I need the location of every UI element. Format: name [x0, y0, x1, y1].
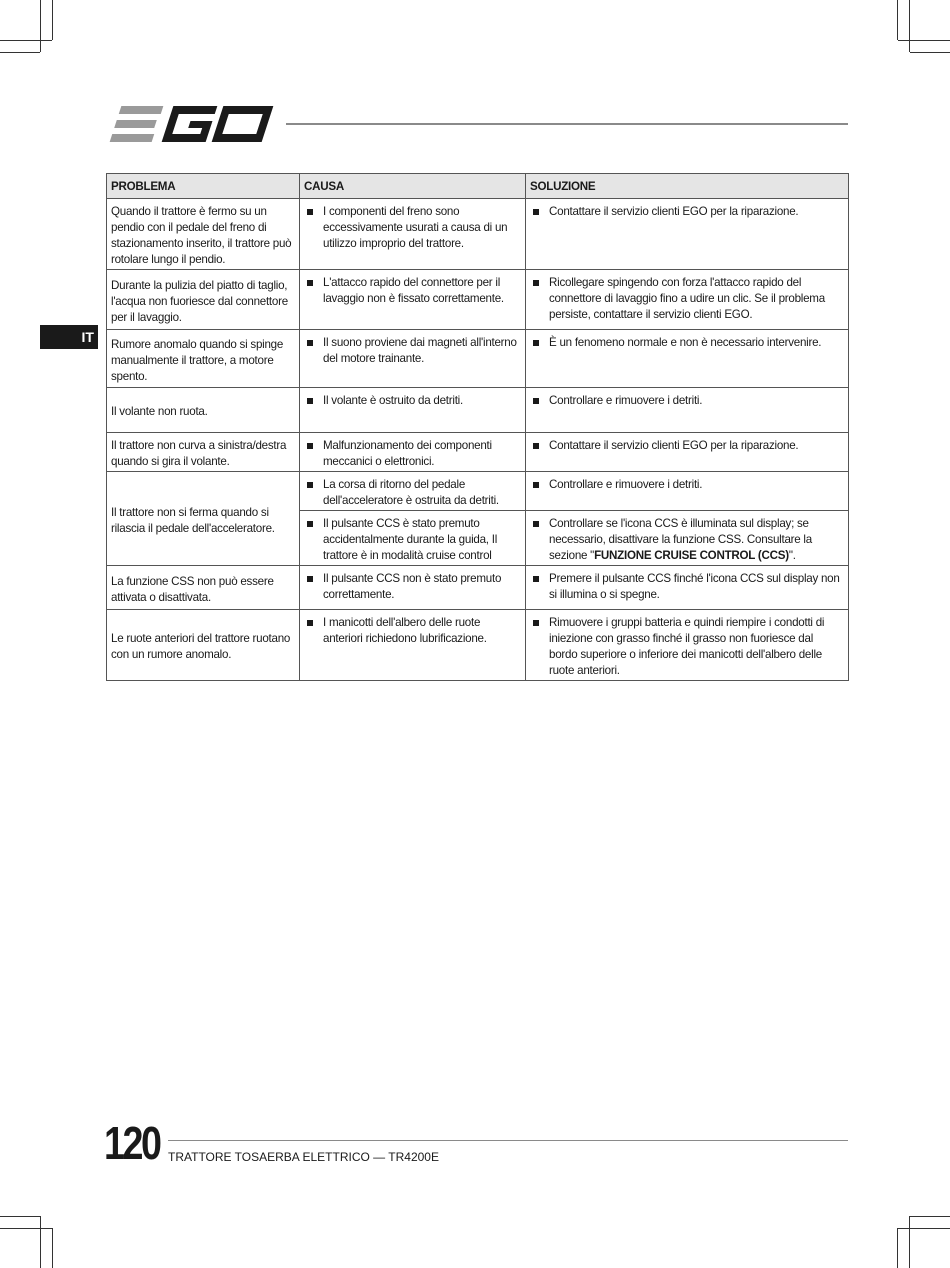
- cause-text: Il pulsante CCS è stato premuto accidentalmente durante la guida, Il trattore è in modalità cruise control: [304, 516, 521, 564]
- cause-cell: [300, 610, 526, 681]
- crop-mark: [909, 0, 910, 52]
- solution-cell: [526, 199, 849, 270]
- table-row: [107, 472, 849, 511]
- solution-text: Rimuovere i gruppi batteria e quindi riempire i condotti di iniezione con grasso finché il grasso non fuoriesce dal bordo superiore o inferiore dei manicotti dell'albero delle ruote anteriori.: [530, 615, 844, 679]
- problem-cell: Il trattore non si ferma quando si rilascia il pedale dell'acceleratore.: [107, 472, 300, 566]
- problem-cell: Rumore anomalo quando si spinge manualmente il trattore, a motore spento.: [107, 330, 300, 388]
- cause-text: Il pulsante CCS non è stato premuto correttamente.: [304, 571, 521, 603]
- solution-cell: [526, 472, 849, 511]
- crop-mark: [52, 0, 53, 40]
- cause-cell: [300, 511, 526, 566]
- cause-cell: [300, 566, 526, 610]
- solution-text: Controllare e rimuovere i detriti.: [530, 477, 844, 493]
- cause-text: Il suono proviene dai magneti all'interno del motore trainante.: [304, 335, 521, 367]
- solution-cell: [526, 270, 849, 330]
- crop-mark: [0, 40, 52, 41]
- solution-text: Ricollegare spingendo con forza l'attacco rapido del connettore di lavaggio fino a udire un clic. Se il problema persiste, contattare il servizio clienti EGO.: [530, 275, 844, 323]
- table-row: [107, 433, 849, 472]
- solution-text: [530, 516, 844, 564]
- table-row: [107, 330, 849, 388]
- footer-title: TRATTORE TOSAERBA ELETTRICO — TR4200E: [168, 1150, 439, 1164]
- crop-mark: [897, 0, 898, 40]
- table-header-row: [107, 174, 849, 199]
- header-cause: CAUSA: [300, 174, 526, 199]
- solution-cell: [526, 433, 849, 472]
- header-solution: SOLUZIONE: [526, 174, 849, 199]
- solution-cell: [526, 330, 849, 388]
- cause-text: I manicotti dell'albero delle ruote anteriori richiedono lubrificazione.: [304, 615, 521, 647]
- solution-cell: [526, 388, 849, 433]
- language-tab: IT: [40, 325, 98, 349]
- table-row: [107, 270, 849, 330]
- crop-mark: [40, 1216, 41, 1268]
- cause-cell: [300, 388, 526, 433]
- header-rule: [286, 123, 848, 125]
- problem-cell: Il trattore non curva a sinistra/destra quando si gira il volante.: [107, 433, 300, 472]
- crop-mark: [52, 1228, 53, 1268]
- page-number: 120: [104, 1117, 160, 1169]
- cause-cell: [300, 199, 526, 270]
- crop-mark: [910, 1216, 950, 1217]
- table-row: [107, 388, 849, 433]
- problem-cell: Quando il trattore è fermo su un pendio con il pedale del freno di stazionamento inserito, il trattore può rotolare lungo il pendio.: [107, 199, 300, 270]
- cause-cell: [300, 270, 526, 330]
- table-row: [107, 566, 849, 610]
- crop-mark: [0, 1216, 40, 1217]
- table-row: [107, 199, 849, 270]
- solution-text: Premere il pulsante CCS finché l'icona CCS sul display non si illumina o si spegne.: [530, 571, 844, 603]
- header-problem: PROBLEMA: [107, 174, 300, 199]
- solution-text: Controllare e rimuovere i detriti.: [530, 393, 844, 409]
- crop-mark: [0, 52, 40, 53]
- cause-text: La corsa di ritorno del pedale dell'acceleratore è ostruita da detriti.: [304, 477, 521, 509]
- problem-cell: Durante la pulizia del piatto di taglio, l'acqua non fuoriesce dal connettore per il lavaggio.: [107, 270, 300, 330]
- solution-text: È un fenomeno normale e non è necessario intervenire.: [530, 335, 844, 351]
- solution-text: Contattare il servizio clienti EGO per la riparazione.: [530, 438, 844, 454]
- footer-rule: [168, 1140, 848, 1141]
- solution-text-pre: Controllare se l'icona CCS è illuminata sul display; se necessario, disattivare la funzione CSS. Consultare la sezione ": [549, 517, 812, 562]
- problem-cell: Il volante non ruota.: [107, 388, 300, 433]
- cause-text: L'attacco rapido del connettore per il lavaggio non è fissato correttamente.: [304, 275, 521, 307]
- ego-logo: [106, 104, 276, 144]
- troubleshooting-table: [106, 173, 849, 681]
- solution-cell: [526, 566, 849, 610]
- problem-cell: La funzione CSS non può essere attivata o disattivata.: [107, 566, 300, 610]
- cause-cell: [300, 330, 526, 388]
- solution-text: Contattare il servizio clienti EGO per la riparazione.: [530, 204, 844, 220]
- crop-mark: [40, 0, 41, 52]
- cause-cell: [300, 433, 526, 472]
- problem-cell: Le ruote anteriori del trattore ruotano con un rumore anomalo.: [107, 610, 300, 681]
- section-reference: FUNZIONE CRUISE CONTROL (CCS): [594, 549, 789, 562]
- crop-mark: [898, 40, 950, 41]
- crop-mark: [909, 1216, 910, 1268]
- cause-text: Il volante è ostruito da detriti.: [304, 393, 521, 409]
- table-row: [107, 610, 849, 681]
- crop-mark: [897, 1228, 898, 1268]
- cause-text: Malfunzionamento dei componenti meccanici o elettronici.: [304, 438, 521, 470]
- crop-mark: [0, 1228, 52, 1229]
- cause-cell: [300, 472, 526, 511]
- crop-mark: [898, 1228, 950, 1229]
- cause-text: I componenti del freno sono eccessivamente usurati a causa di un utilizzo improprio del trattore.: [304, 204, 521, 252]
- solution-text-post: ".: [788, 549, 796, 562]
- crop-mark: [910, 52, 950, 53]
- solution-cell: [526, 610, 849, 681]
- solution-cell: [526, 511, 849, 566]
